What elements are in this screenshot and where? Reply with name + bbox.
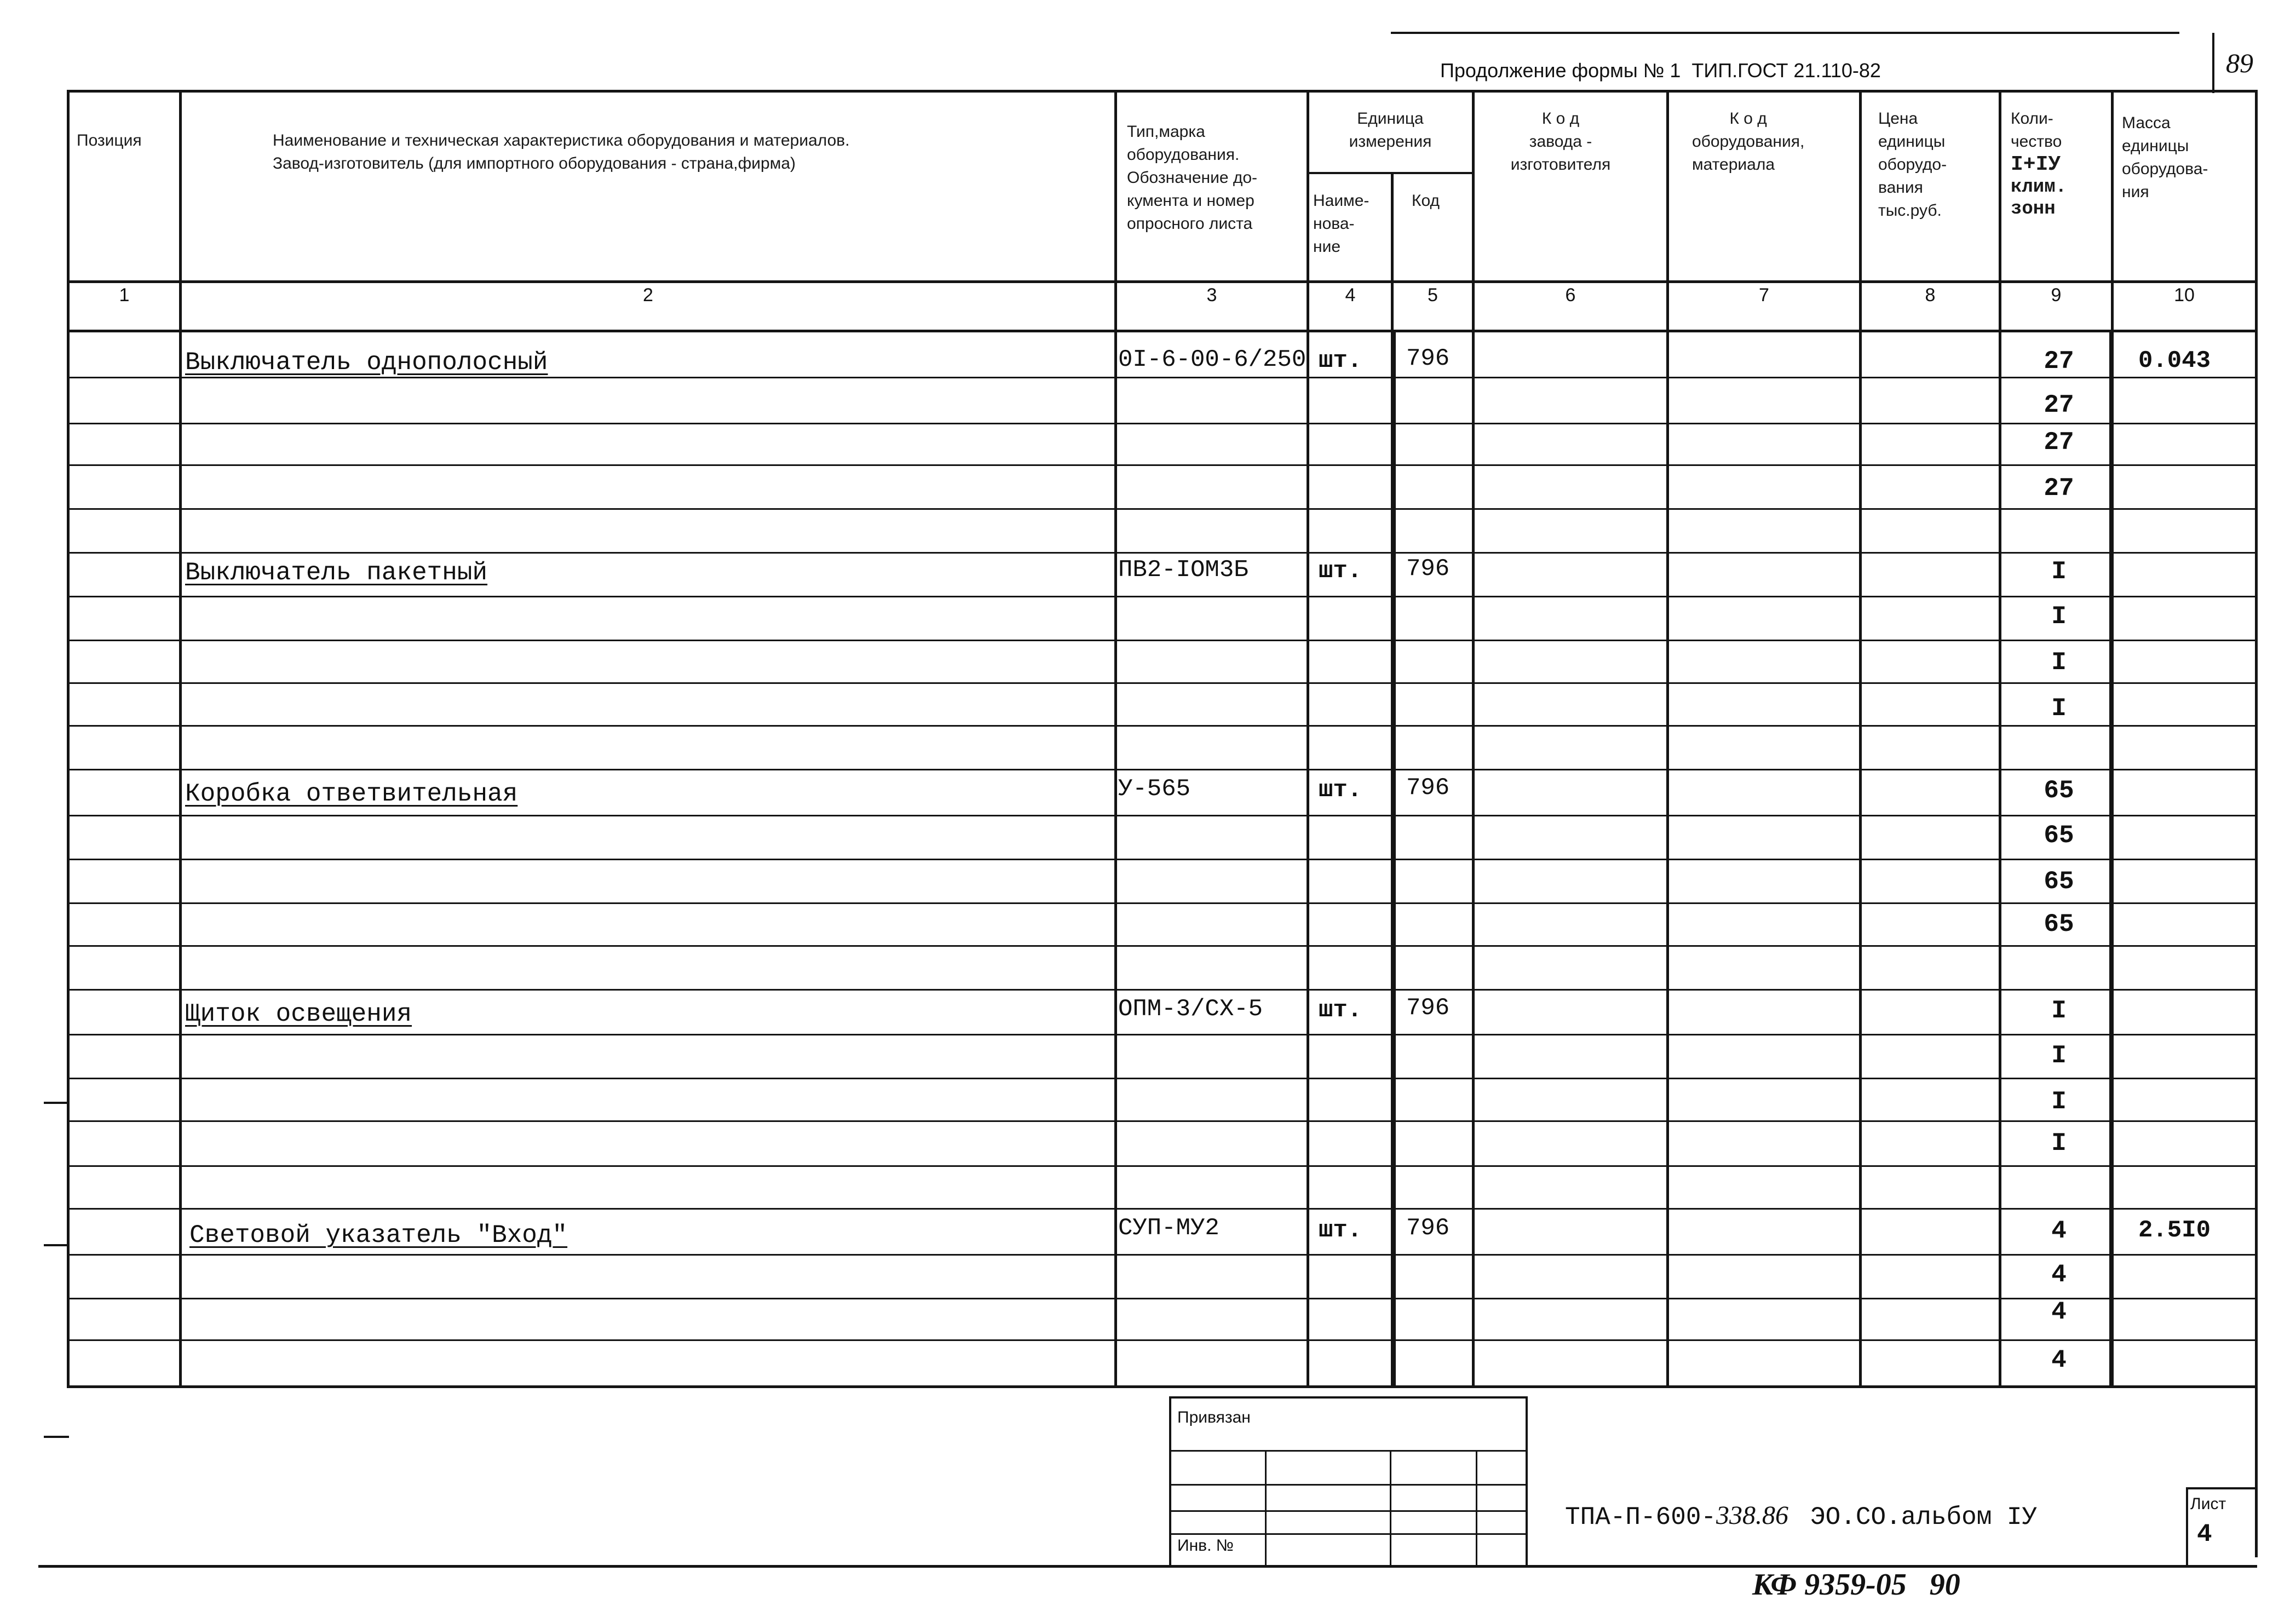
row-rule xyxy=(67,508,2256,510)
item-qty: 4 xyxy=(2051,1261,2067,1289)
item-qty: I xyxy=(2051,1129,2067,1158)
stamp-row xyxy=(1169,1510,1528,1512)
row-rule xyxy=(67,902,2256,904)
row-rule xyxy=(67,1165,2256,1167)
table-border-top xyxy=(67,90,2256,93)
colnum-7: 7 xyxy=(1759,285,1769,306)
item-type: ОПМ-3/СХ-5 xyxy=(1118,995,1263,1023)
item-qty: 4 xyxy=(2051,1298,2067,1326)
header-unit-price: Цена единицы оборудо- вания тыс.руб. xyxy=(1878,110,1947,220)
stamp-row xyxy=(1169,1533,1528,1535)
item-name: Коробка ответвительная xyxy=(185,780,518,808)
header-unit-group: Единица измерения xyxy=(1349,110,1432,151)
header-quantity: Коли- чество I+IУ клим. зонн xyxy=(2011,110,2067,220)
item-name: Выключатель однополосный xyxy=(185,348,548,377)
top-rule xyxy=(1391,32,2179,34)
item-qty: I xyxy=(2051,1041,2067,1070)
colnum-5: 5 xyxy=(1428,285,1438,306)
row-rule xyxy=(67,859,2256,860)
header-position: Позиция xyxy=(77,131,142,149)
margin-tick xyxy=(44,1102,69,1104)
item-name: Выключатель пакетный xyxy=(185,559,488,587)
colnum-9: 9 xyxy=(2051,285,2062,306)
row-rule xyxy=(67,725,2256,727)
table-body-bottom-rule xyxy=(67,1385,2256,1388)
item-qty: 4 xyxy=(2051,1346,2067,1374)
header-name-line2: Завод-изготовитель (для импортного оборудования - страна,фирма) xyxy=(273,154,796,172)
colnum-3: 3 xyxy=(1206,285,1217,306)
row-rule xyxy=(67,989,2256,991)
item-name: Щиток освещения xyxy=(185,1000,412,1028)
stamp-box-left xyxy=(1169,1396,1171,1566)
colnum-4: 4 xyxy=(1345,285,1356,306)
row-rule xyxy=(67,815,2256,816)
header-plant-code: К о д завода - изготовителя xyxy=(1510,110,1611,174)
row-rule xyxy=(67,769,2256,770)
doc-code: ТПА-П-600-338.86 ЭО.СО.альбом IУ xyxy=(1565,1501,2038,1532)
table-border-right xyxy=(2255,90,2258,1557)
item-qty: I xyxy=(2051,602,2067,631)
row-rule xyxy=(67,1208,2256,1210)
page-number-divider xyxy=(2212,33,2214,93)
unit-group-rule xyxy=(1307,172,1474,174)
stamp-privyazan: Привязан xyxy=(1177,1408,1251,1426)
colnum-bottom-rule xyxy=(67,330,2256,332)
item-unit: шт. xyxy=(1319,557,1362,585)
item-unit-code: 796 xyxy=(1406,774,1450,802)
row-rule xyxy=(67,596,2256,597)
row-rule xyxy=(67,640,2256,641)
page-number-top: 89 xyxy=(2226,48,2253,78)
item-type: ПВ2-IOМ3Б xyxy=(1118,556,1248,584)
sheet-box-top xyxy=(2186,1487,2257,1489)
row-rule xyxy=(67,1254,2256,1256)
row-rule xyxy=(67,682,2256,684)
item-qty: 4 xyxy=(2051,1217,2067,1245)
form-continuation-title: Продолжение формы № 1 ТИП.ГОСТ 21.110-82 xyxy=(1440,59,1881,82)
item-unit-code: 796 xyxy=(1406,345,1450,372)
item-name: Световой указатель "Вход" xyxy=(189,1221,568,1250)
item-unit-code: 796 xyxy=(1406,994,1450,1022)
stamp-row xyxy=(1169,1484,1528,1486)
stamp-box-top xyxy=(1169,1396,1528,1399)
item-unit-code: 796 xyxy=(1406,555,1450,583)
item-qty: 27 xyxy=(2044,474,2074,503)
stamp-col xyxy=(1476,1450,1477,1565)
header-name-line1: Наименование и техническая характеристика оборудования и материалов. xyxy=(273,131,850,149)
item-qty: 65 xyxy=(2044,776,2074,805)
item-type: 0I-6-00-6/250 xyxy=(1118,346,1307,373)
sheet-number: 4 xyxy=(2197,1520,2212,1549)
colnum-10: 10 xyxy=(2174,285,2195,306)
item-qty: I xyxy=(2051,694,2067,723)
row-rule xyxy=(67,1339,2256,1341)
row-rule xyxy=(67,1120,2256,1122)
stamp-col xyxy=(1390,1450,1391,1565)
colnum-8: 8 xyxy=(1925,285,1936,306)
item-qty: 27 xyxy=(2044,391,2074,419)
item-qty: I xyxy=(2051,1087,2067,1116)
item-mass: 2.5I0 xyxy=(2138,1217,2211,1244)
row-rule xyxy=(67,1034,2256,1035)
stamp-inv-no: Инв. № xyxy=(1177,1537,1234,1555)
stamp-box-right xyxy=(1526,1396,1528,1566)
footer-archive-code: КФ 9359-05 90 xyxy=(1752,1568,1960,1602)
row-rule xyxy=(67,552,2256,554)
item-mass: 0.043 xyxy=(2138,347,2211,375)
item-qty: 27 xyxy=(2044,428,2074,457)
row-rule xyxy=(67,423,2256,424)
item-unit: шт. xyxy=(1319,776,1362,804)
colnum-1: 1 xyxy=(119,285,130,306)
sheet-label: Лист xyxy=(2190,1495,2226,1513)
item-unit: шт. xyxy=(1319,1217,1362,1244)
item-unit-code: 796 xyxy=(1406,1215,1450,1242)
header-unit-mass: Масса единицы оборудова- ния xyxy=(2122,114,2208,201)
colnum-6: 6 xyxy=(1565,285,1576,306)
stamp-row xyxy=(1169,1450,1528,1452)
item-qty: 65 xyxy=(2044,910,2074,939)
item-type: У-565 xyxy=(1118,775,1191,803)
stamp-col xyxy=(1265,1450,1267,1565)
header-type-brand: Тип,марка оборудования. Обозначение до- кумента и номер опросного листа xyxy=(1127,123,1258,233)
header-equipment-code: К о д оборудования, материала xyxy=(1692,110,1805,174)
item-unit: шт. xyxy=(1319,997,1362,1024)
item-qty: I xyxy=(2051,557,2067,586)
row-rule xyxy=(67,945,2256,947)
row-rule xyxy=(67,377,2256,378)
header-unit-code: Код xyxy=(1412,192,1440,210)
sheet-box-left xyxy=(2186,1487,2188,1567)
item-qty: 27 xyxy=(2044,347,2074,376)
margin-tick xyxy=(44,1436,69,1438)
margin-tick xyxy=(44,1244,69,1246)
header-bottom-rule xyxy=(67,280,2256,283)
header-unit-name: Наиме- нова- ние xyxy=(1313,192,1369,256)
item-type: СУП-МУ2 xyxy=(1118,1215,1219,1242)
item-qty: 65 xyxy=(2044,867,2074,896)
item-qty: I xyxy=(2051,997,2067,1025)
row-rule xyxy=(67,464,2256,466)
item-unit: шт. xyxy=(1319,347,1362,375)
row-rule xyxy=(67,1078,2256,1079)
item-qty: 65 xyxy=(2044,821,2074,850)
colnum-2: 2 xyxy=(643,285,653,306)
row-rule xyxy=(67,1298,2256,1299)
item-qty: I xyxy=(2051,648,2067,677)
